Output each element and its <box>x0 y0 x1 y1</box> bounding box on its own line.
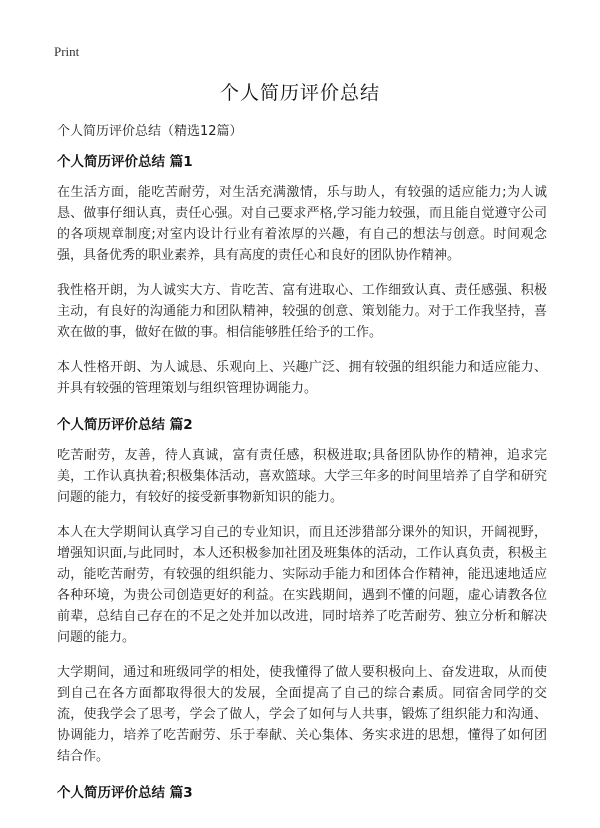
print-link[interactable]: Print <box>54 44 80 59</box>
page-title: 个人简历评价总结 <box>219 82 380 104</box>
document-subtitle: 个人简历评价总结（精选12篇） <box>57 124 243 139</box>
paragraph: 吃苦耐劳，友善，待人真诚，富有责任感，积极进取;具备团队协作的精神，追求完美，工作认真执着;积极集体活动，喜欢篮球。大学三年多的时间里培养了自学和研究问题的能力，有较好的接受新事物新知识的能力。 <box>57 448 547 505</box>
paragraph: 大学期间，通过和班级同学的相处，使我懂得了做人要积极向上、奋发进取，从而使到自己在各方面都取得很大的发展，全面提高了自己的综合素质。同宿舍同学的交流，使我学会了思考，学会了做人，学会了如何与人共事，锻炼了组织能力和沟通、协调能力，培养了吃苦耐劳、乐于奉献、关心集体、务实求进的思想，懂得了如何团结合作。 <box>57 665 547 764</box>
document-body <box>57 150 547 813</box>
section-heading: 个人简历评价总结 篇2 <box>57 417 193 433</box>
section-heading: 个人简历评价总结 篇1 <box>57 154 193 170</box>
paragraph: 在生活方面，能吃苦耐劳，对生活充满激情，乐与助人，有较强的适应能力;为人诚恳、做事仔细认真，责任心强。对自己要求严格,学习能力较强，而且能自觉遵守公司的各项规章制度;对室内设计行业有着浓厚的兴趣，有自己的想法与创意。时间观念强，具备优秀的职业素养，具有高度的责任心和良好的团队协作精神。 <box>57 185 547 263</box>
paragraph: 本人在大学期间认真学习自己的专业知识，而且还涉猎部分课外的知识，开阔视野，增强知识面,与此同时，本人还积极参加社团及班集体的活动，工作认真负责，积极主动，能吃苦耐劳，有较强的组织能力、实际动手能力和团体合作精神，能迅速地适应各种环境，为贵公司创造更好的利益。在实践期间，遇到不懂的问题，虚心请教各位前辈，总结自己存在的不足之处并加以改进，同时培养了吃苦耐劳、独立分析和解决问题的能力。 <box>57 525 547 645</box>
paragraph: 我性格开朗，为人诚实大方、肯吃苦、富有进取心、工作细致认真、责任感强、积极主动，有良好的沟通能力和团队精神，较强的创意、策划能力。对于工作我坚持，喜欢在做的事，做好在做的事。相信能够胜任给予的工作。 <box>57 283 547 340</box>
paragraph: 本人性格开朗、为人诚恳、乐观向上、兴趣广泛、拥有较强的组织能力和适应能力、并具有较强的管理策划与组织管理协调能力。 <box>57 360 547 396</box>
section-heading: 个人简历评价总结 篇3 <box>57 785 193 801</box>
